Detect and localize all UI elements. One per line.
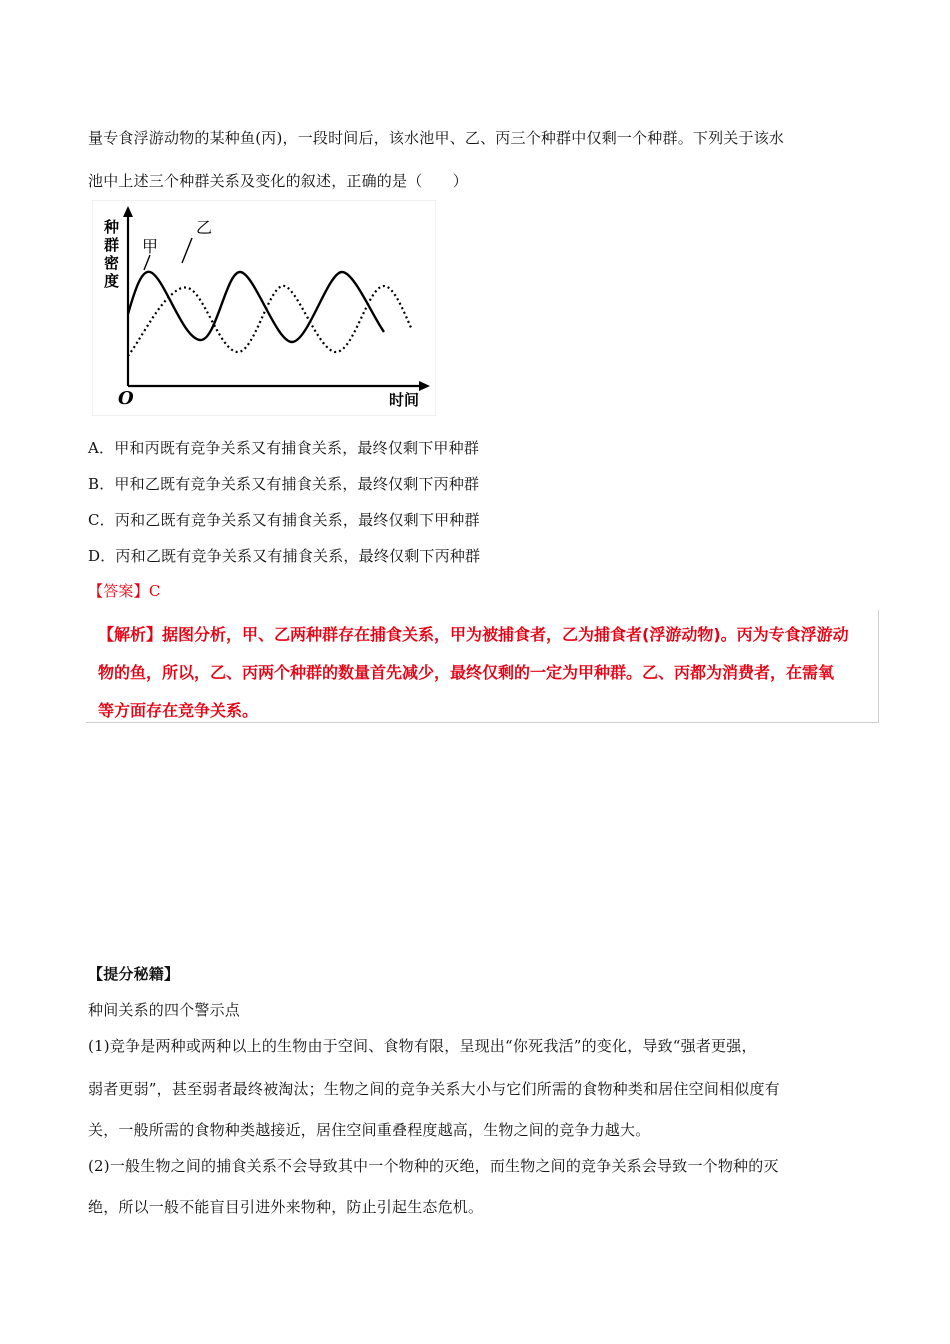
question-line-1: 量专食浮游动物的某种鱼(丙)，一段时间后，该水池甲、乙、丙三个种群中仅剩一个种群。下列关于该水	[88, 129, 785, 147]
tips-p1-line-1: (1)竞争是两种或两种以上的生物由于空间、食物有限，呈现出“你死我活”的变化，导致“强者更强，	[88, 1037, 757, 1055]
answer-label: 【答案】	[88, 582, 149, 600]
tips-heading: 【提分秘籍】	[88, 965, 180, 983]
analysis-line-2: 物的鱼，所以，乙、丙两个种群的数量首先减少，最终仅剩的一定为甲种群。乙、丙都为消费者，在需氧	[98, 663, 835, 682]
analysis-line-1: 【解析】据图分析，甲、乙两种群存在捕食关系，甲为被捕食者，乙为捕食者(浮游动物)。丙为专食浮游动	[98, 625, 849, 644]
y-label-char-1: 种	[104, 218, 120, 236]
analysis-line-3: 等方面存在竞争关系。	[98, 701, 259, 720]
y-label-char-3: 密	[104, 254, 120, 272]
tips-p2-line-1: (2)一般生物之间的捕食关系不会导致其中一个物种的灭绝，而生物之间的竞争关系会导致一个物种的灭	[88, 1157, 779, 1175]
x-axis-label: 时间	[389, 391, 420, 409]
analysis-box	[86, 610, 879, 723]
option-a: A．甲和丙既有竞争关系又有捕食关系，最终仅剩下甲种群	[88, 439, 480, 457]
chart-frame	[92, 200, 436, 416]
origin-label: O	[118, 388, 134, 409]
series-label-yi: 乙	[196, 218, 213, 237]
population-density-chart	[92, 200, 436, 416]
tips-p1-line-2: 弱者更弱”，甚至弱者最终被淘汰；生物之间的竞争关系大小与它们所需的食物种类和居住空间相似度有	[88, 1080, 780, 1098]
tips-subheading: 种间关系的四个警示点	[88, 1001, 241, 1019]
y-label-char-2: 群	[104, 236, 120, 254]
question-line-2: 池中上述三个种群关系及变化的叙述，正确的是（ ）	[88, 172, 469, 190]
y-label-char-4: 度	[104, 272, 120, 290]
option-c: C．丙和乙既有竞争关系又有捕食关系，最终仅剩下甲种群	[88, 511, 480, 529]
series-label-jia: 甲	[142, 237, 159, 256]
answer-value: C	[148, 582, 161, 600]
tips-p2-line-2: 绝，所以一般不能盲目引进外来物种，防止引起生态危机。	[88, 1198, 484, 1216]
tips-p1-line-3: 关，一般所需的食物种类越接近，居住空间重叠程度越高，生物之间的竞争力越大。	[88, 1121, 651, 1139]
answer	[88, 580, 161, 601]
option-d: D．丙和乙既有竞争关系又有捕食关系，最终仅剩下丙种群	[88, 547, 481, 565]
option-b: B．甲和乙既有竞争关系又有捕食关系，最终仅剩下丙种群	[88, 475, 480, 493]
